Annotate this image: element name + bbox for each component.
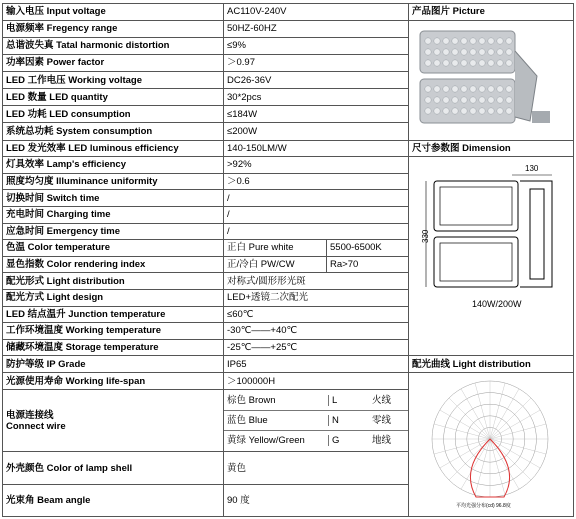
spec-value: ≤184W bbox=[224, 106, 409, 123]
dimension-diagram bbox=[412, 159, 574, 351]
wire-color: 黄绿 Yellow/Green bbox=[227, 435, 305, 447]
spec-value: ＞100000H bbox=[224, 372, 409, 389]
spec-label: LED 功耗 LED consumption bbox=[3, 106, 224, 123]
wire-label-cn: 电源连接线 bbox=[6, 409, 54, 421]
spec-value: ≤60℃ bbox=[224, 306, 409, 323]
wire-label-en: Connect wire bbox=[6, 420, 66, 432]
spec-label: LED 数量 LED quantity bbox=[3, 89, 224, 106]
spec-value: 30*2pcs bbox=[224, 89, 409, 106]
spec-value: ≤200W bbox=[224, 123, 409, 140]
spec-value: DC26-36V bbox=[224, 72, 409, 89]
spec-row bbox=[3, 4, 574, 21]
spec-row bbox=[3, 157, 574, 174]
spec-value: ≤9% bbox=[224, 37, 409, 54]
spec-row bbox=[3, 140, 574, 157]
section-title-distribution: 配光曲线 Light distribution bbox=[409, 356, 574, 373]
spec-value: 正白 Pure white bbox=[224, 240, 327, 257]
spec-label: 总谐波失真 Tatal harmonic distortion bbox=[3, 37, 224, 54]
wire-item bbox=[224, 411, 408, 431]
spec-row bbox=[3, 372, 574, 389]
spec-value: 50HZ-60HZ bbox=[224, 20, 409, 37]
section-title-dimension: 尺寸参数图 Dimension bbox=[409, 140, 574, 157]
spec-value: / bbox=[224, 190, 409, 207]
section-title-picture: 产品图片 Picture bbox=[409, 4, 574, 21]
light-distribution-chart bbox=[409, 372, 574, 516]
spec-value: -25℃——+25℃ bbox=[224, 339, 409, 356]
wire-code: N bbox=[328, 415, 354, 426]
spec-label: 电源频率 Fregency range bbox=[3, 20, 224, 37]
wire-code: G bbox=[328, 435, 354, 446]
dimension-height: 330 bbox=[421, 229, 431, 243]
wire-item bbox=[224, 431, 408, 450]
beam-label: 光束角 Beam angle bbox=[3, 484, 224, 516]
polar-chart bbox=[412, 373, 574, 513]
spec-label: LED 发光效率 LED luminous efficiency bbox=[3, 140, 224, 157]
wire-values bbox=[224, 390, 409, 452]
wire-label bbox=[3, 390, 224, 452]
spec-label: 应急时间 Emergency time bbox=[3, 223, 224, 240]
spec-value: AC110V-240V bbox=[224, 4, 409, 21]
spec-label: 防护等级 IP Grade bbox=[3, 356, 224, 373]
spec-label: 系统总功耗 System consumption bbox=[3, 123, 224, 140]
dimension-width: 130 bbox=[525, 163, 539, 173]
spec-value: 对称式/圆形形光斑 bbox=[224, 273, 409, 290]
spec-value: 正/冷白 PW/CW bbox=[224, 256, 327, 273]
spec-value: / bbox=[224, 206, 409, 223]
spec-row bbox=[3, 356, 574, 373]
spec-value: -30℃——+40℃ bbox=[224, 323, 409, 340]
spec-label: 灯具效率 Lamp's efficiency bbox=[3, 157, 224, 174]
spec-value: IP65 bbox=[224, 356, 409, 373]
wire-color: 蓝色 Blue bbox=[227, 415, 268, 427]
spec-label: 输入电压 Input voltage bbox=[3, 4, 224, 21]
spec-label: 功率因素 Power factor bbox=[3, 54, 224, 71]
wire-code: L bbox=[328, 395, 354, 406]
spec-label: 切换时间 Switch time bbox=[3, 190, 224, 207]
spec-label: 显色指数 Color rendering index bbox=[3, 256, 224, 273]
spec-label: LED 工作电压 Working voltage bbox=[3, 72, 224, 89]
beam-value: 90 度 bbox=[224, 484, 409, 516]
spec-value: LED+透镜二次配光 bbox=[224, 289, 409, 306]
wire-name: 地线 bbox=[372, 435, 392, 447]
dimension-drawing bbox=[409, 157, 574, 356]
floodlight-image bbox=[412, 21, 574, 137]
spec-label: LED 结点温升 Junction temperature bbox=[3, 306, 224, 323]
wire-item bbox=[224, 391, 408, 411]
spec-label: 储藏环境温度 Storage temperature bbox=[3, 339, 224, 356]
shell-value: 黄色 bbox=[224, 452, 409, 484]
spec-label: 充电时间 Charging time bbox=[3, 206, 224, 223]
polar-caption: 平均光强分布(cd) 96.8度 bbox=[456, 502, 511, 509]
wire-name: 火线 bbox=[372, 395, 392, 407]
product-picture bbox=[409, 20, 574, 140]
spec-label: 配光方式 Light design bbox=[3, 289, 224, 306]
spec-table bbox=[2, 3, 574, 517]
spec-label: 工作环境温度 Working temperature bbox=[3, 323, 224, 340]
spec-value: 140-150LM/W bbox=[224, 140, 409, 157]
spec-value: >92% bbox=[224, 157, 409, 174]
shell-label: 外壳颜色 Color of lamp shell bbox=[3, 452, 224, 484]
spec-label: 配光形式 Light distribution bbox=[3, 273, 224, 290]
spec-value: ＞0.6 bbox=[224, 173, 409, 190]
wire-color: 棕色 Brown bbox=[227, 395, 276, 407]
spec-value-2: 5500-6500K bbox=[327, 240, 409, 257]
wire-name: 零线 bbox=[372, 415, 392, 427]
spec-label: 照度均匀度 Illuminance uniformity bbox=[3, 173, 224, 190]
spec-value: / bbox=[224, 223, 409, 240]
spec-value-2: Ra>70 bbox=[327, 256, 409, 273]
dimension-caption: 140W/200W bbox=[472, 298, 522, 309]
spec-label: 色温 Color temperature bbox=[3, 240, 224, 257]
spec-label: 光源使用寿命 Working life-span bbox=[3, 372, 224, 389]
spec-row bbox=[3, 20, 574, 37]
spec-value: ＞0.97 bbox=[224, 54, 409, 71]
